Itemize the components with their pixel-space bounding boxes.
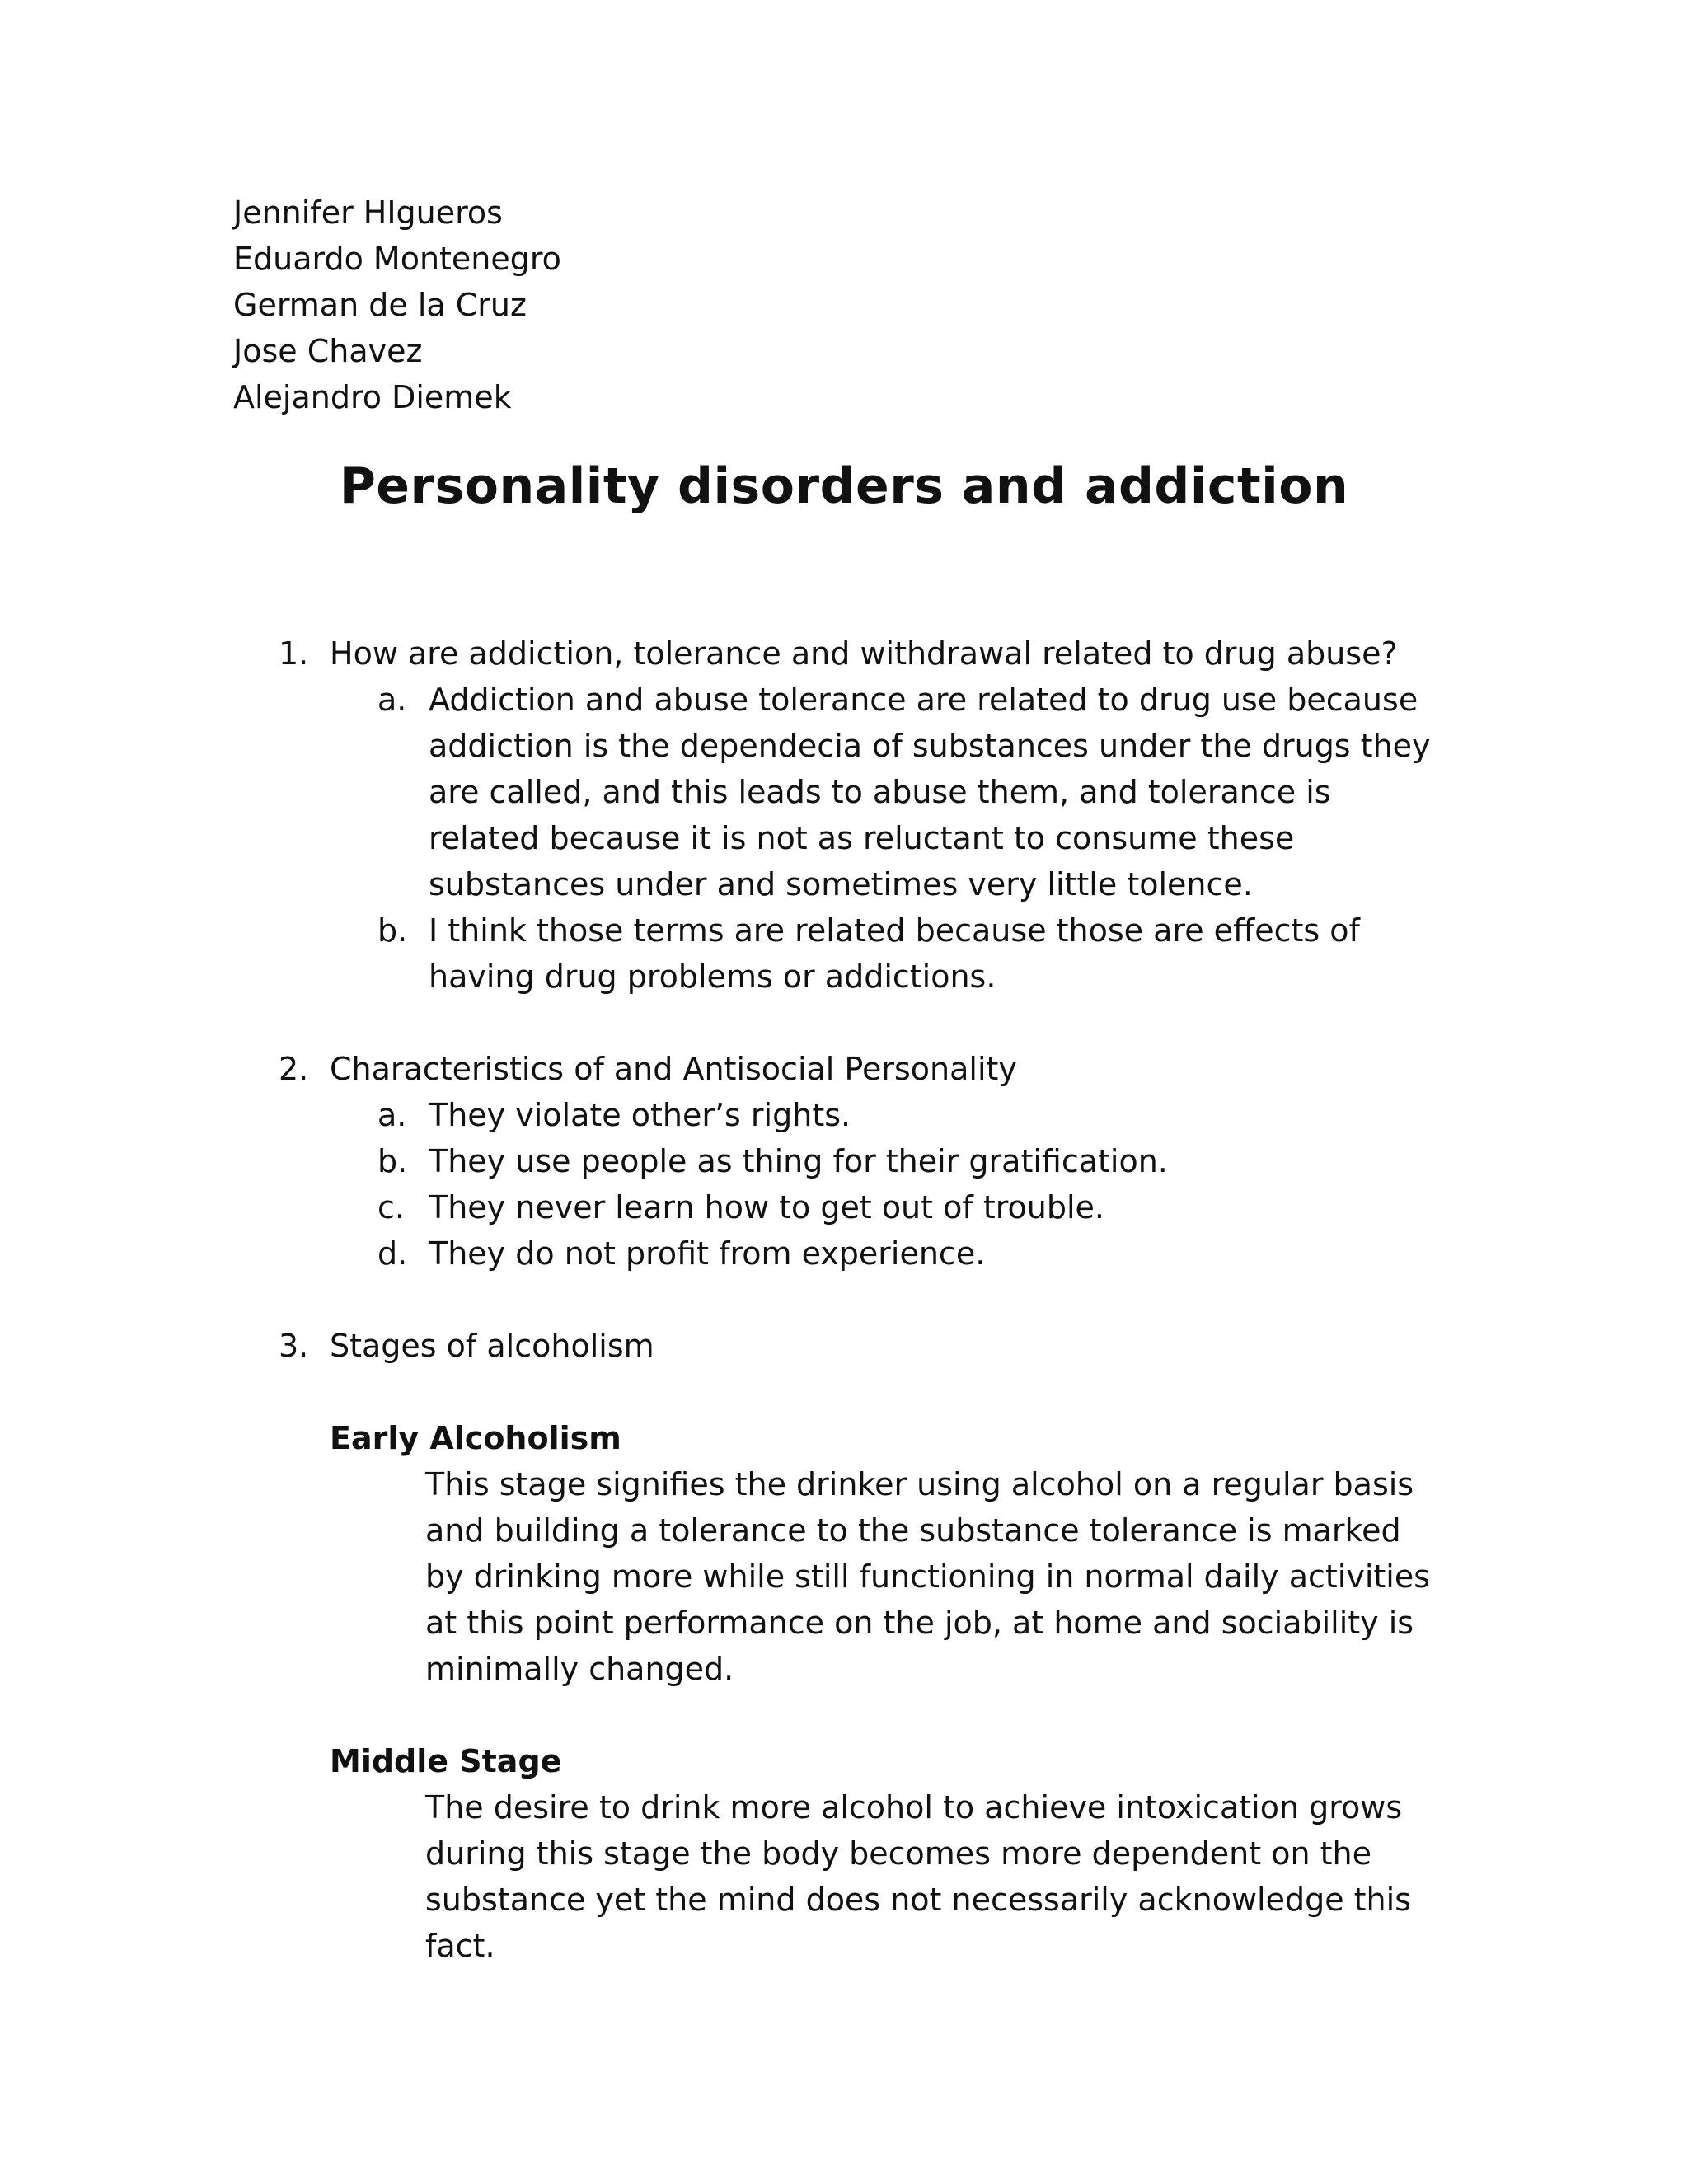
author-name: Jose Chavez [233, 333, 423, 369]
answer-text: They never learn how to get out of trouble. [429, 1189, 1104, 1226]
document-body [0, 630, 1688, 1969]
answer-item [377, 1184, 1442, 1230]
answer-item [377, 907, 1442, 1000]
stage-heading: Middle Stage [330, 1743, 562, 1779]
question-item [279, 1046, 1434, 1092]
question-text: How are addiction, tolerance and withdrawal related to drug abuse? [330, 635, 1398, 672]
spacer [0, 1277, 1688, 1323]
question-item [279, 630, 1434, 677]
answer-text: I think those terms are related because those are effects of having drug problems or addictions. [429, 912, 1360, 995]
answer-item [377, 1092, 1442, 1138]
answer-letter: b. [377, 1143, 408, 1179]
answer-item [377, 1230, 1442, 1277]
question-item [279, 1323, 1434, 1369]
author-list [233, 190, 561, 420]
answer-letter: c. [377, 1189, 405, 1226]
answer-letter: d. [377, 1235, 408, 1272]
answer-item [377, 1138, 1442, 1184]
question-number: 3. [279, 1328, 309, 1364]
answer-text: Addiction and abuse tolerance are related to drug use because addiction is the dependecia of substances under the drugs they are called, and this leads to abuse them, and tolerance is related because it is not as reluctant to consume these substances under and sometimes very little tolence. [429, 682, 1431, 902]
stage-description: The desire to drink more alcohol to achieve intoxication grows during this stage the body becomes more dependent on the substance yet the mind does not necessarily acknowledge this fact. [425, 1789, 1411, 1964]
question-text: Characteristics of and Antisocial Personality [330, 1051, 1017, 1087]
answer-letter: a. [377, 682, 407, 718]
answer-text: They use people as thing for their gratification. [429, 1143, 1168, 1179]
author-name: German de la Cruz [233, 287, 527, 323]
author-name: Alejandro Diemek [233, 379, 512, 415]
spacer [0, 1692, 1688, 1738]
question-text: Stages of alcoholism [330, 1328, 654, 1364]
answer-letter: b. [377, 912, 408, 949]
stage-description: This stage signifies the drinker using alcohol on a regular basis and building a tolerance to the substance tolerance is marked by drinking more while still functioning in normal daily activities at this point performance on the job, at home and sociability is minimally changed. [425, 1466, 1431, 1687]
answer-letter: a. [377, 1097, 407, 1133]
spacer [0, 1369, 1688, 1415]
answer-item [377, 677, 1442, 907]
answer-text: They do not profit from experience. [429, 1235, 986, 1272]
document-title: Personality disorders and addiction [339, 457, 1349, 515]
stage-heading: Early Alcoholism [330, 1420, 621, 1456]
spacer [0, 1000, 1688, 1046]
question-number: 2. [279, 1051, 309, 1087]
answer-text: They violate other’s rights. [429, 1097, 851, 1133]
question-number: 1. [279, 635, 309, 672]
author-name: Eduardo Montenegro [233, 241, 561, 277]
author-name: Jennifer HIgueros [233, 194, 503, 231]
